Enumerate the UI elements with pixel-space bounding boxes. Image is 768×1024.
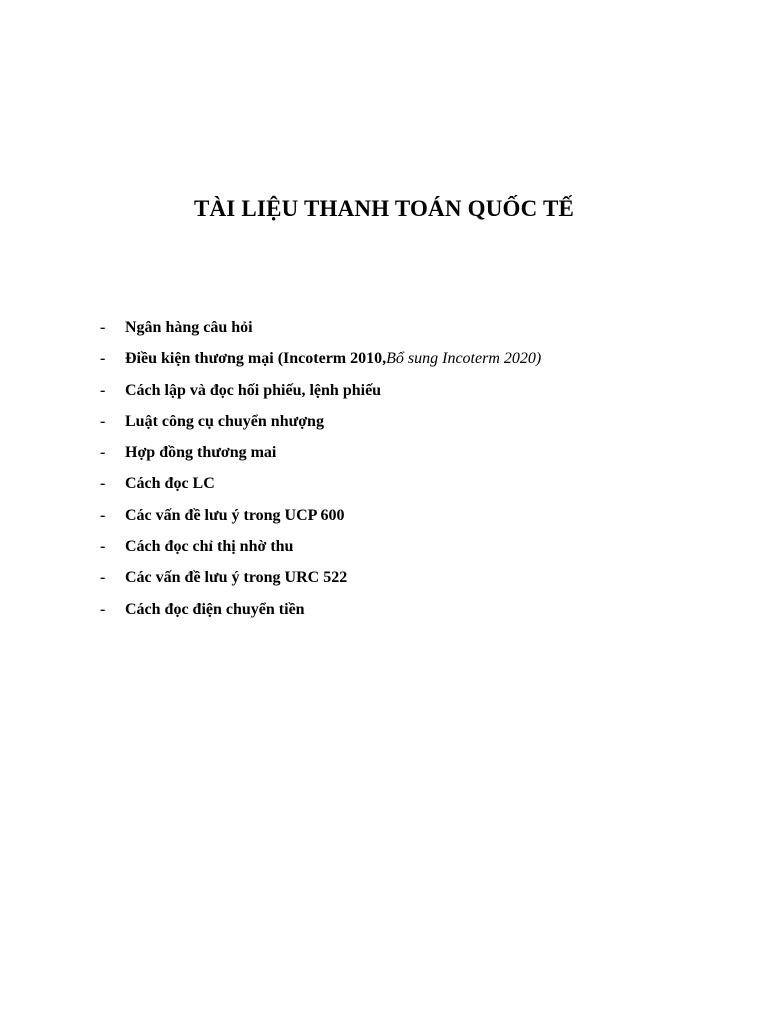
bullet-dash: - (100, 319, 106, 336)
list-item-text: Cách lập và đọc hối phiếu, lệnh phiếu (125, 381, 382, 399)
list-item-text: Cách đọc LC (125, 475, 215, 493)
list-item (100, 375, 541, 406)
list-item-text: Cách đọc chỉ thị nhờ thu (125, 538, 294, 556)
bullet-dash: - (100, 538, 106, 556)
bullet-dash: - (100, 350, 106, 368)
list-item (100, 437, 541, 468)
list-item (100, 531, 541, 562)
topic-list (100, 312, 541, 625)
list-item-text: Ngân hàng câu hỏi (125, 319, 253, 336)
bullet-dash: - (100, 412, 106, 430)
list-item-text: Cách đọc điện chuyển tiền (125, 600, 305, 618)
bullet-dash: - (100, 506, 106, 524)
list-item (100, 468, 541, 499)
list-item-italic-text: Bổ sung Incoterm 2020) (386, 350, 542, 368)
list-item-text: Các vấn đề lưu ý trong UCP 600 (125, 506, 345, 524)
bullet-dash: - (100, 569, 106, 587)
bullet-dash: - (100, 600, 106, 618)
list-item-text: Hợp đồng thương mai (125, 444, 277, 462)
list-item (100, 500, 541, 531)
list-item (100, 312, 541, 343)
list-item-text: Điều kiện thương mại (Incoterm 2010, (125, 350, 387, 368)
document-title: TÀI LIỆU THANH TOÁN QUỐC TẾ (193, 196, 575, 221)
list-item (100, 594, 541, 625)
list-item (100, 406, 541, 437)
list-item (100, 343, 541, 374)
list-item-text: Các vấn đề lưu ý trong URC 522 (125, 569, 348, 587)
bullet-dash: - (100, 444, 106, 462)
bullet-dash: - (100, 475, 106, 493)
list-item (100, 562, 541, 593)
list-item-text: Luật công cụ chuyển nhượng (125, 412, 324, 430)
bullet-dash: - (100, 381, 106, 399)
